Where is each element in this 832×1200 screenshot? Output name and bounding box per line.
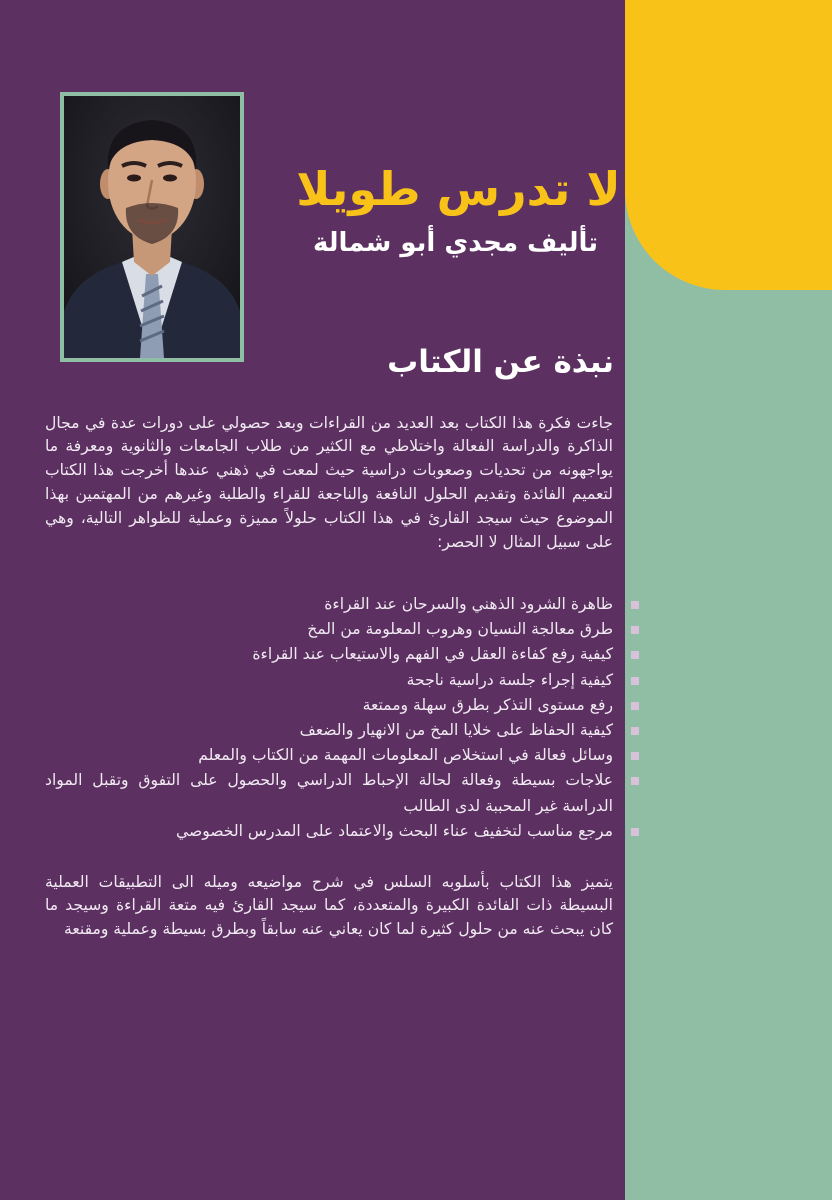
list-item-text: ظاهرة الشرود الذهني والسرحان عند القراءة bbox=[324, 595, 613, 613]
square-bullet-icon bbox=[631, 777, 639, 785]
list-item-text: مرجع مناسب لتخفيف عناء البحث والاعتماد على المدرس الخصوصي bbox=[175, 821, 613, 840]
list-item bbox=[45, 617, 643, 642]
list-item-text: كيفية الحفاظ على خلايا المخ من الانهيار والضعف bbox=[299, 721, 613, 740]
list-item bbox=[45, 718, 643, 743]
list-item bbox=[45, 668, 643, 693]
square-bullet-icon bbox=[631, 727, 639, 735]
list-item-text: كيفية رفع كفاءة العقل في الفهم والاستيعاب عند القراءة bbox=[252, 645, 613, 664]
section-heading: نبذة عن الكتاب bbox=[387, 344, 614, 380]
square-bullet-icon bbox=[631, 702, 639, 710]
list-item-text: كيفية إجراء جلسة دراسية ناجحة bbox=[406, 670, 613, 689]
list-item bbox=[45, 642, 643, 667]
topics-list bbox=[45, 592, 643, 844]
list-item-text: رفع مستوى التذكر بطرق سهلة وممتعة bbox=[362, 695, 613, 714]
book-title: كي لا تدرس طويلا bbox=[296, 162, 710, 216]
list-item bbox=[45, 592, 643, 617]
closing-paragraph: يتميز هذا الكتاب بأسلوبه السلس في شرح مواضيعه وميله الى التطبيقات العملية البسيطة ذات الفائدة الكبيرة والمتعددة، كما سيجد القارئ فيه متعة القراءة وسيجد ما كان يبحث عنه من حلول كثيرة لما كان يعاني عنه سابقاً وبطرق بسيطة وعملية ومقنعة bbox=[45, 872, 613, 939]
square-bullet-icon bbox=[631, 626, 639, 634]
list-item bbox=[45, 743, 643, 768]
square-bullet-icon bbox=[631, 752, 639, 760]
book-author: تأليف مجدي أبو شمالة bbox=[313, 228, 598, 258]
square-bullet-icon bbox=[631, 677, 639, 685]
list-item-text: طرق معالجة النسيان وهروب المعلومة من المخ bbox=[307, 620, 613, 639]
square-bullet-icon bbox=[631, 828, 639, 836]
yellow-corner-block bbox=[625, 0, 832, 290]
list-item-text: وسائل فعالة في استخلاص المعلومات المهمة من الكتاب والمعلم bbox=[198, 746, 613, 765]
list-item-text: علاجات بسيطة وفعالة لحالة الإحباط الدراسي والحصول على التفوق وتقبل المواد الدراسة غير المحببة لدى الطالب bbox=[45, 771, 613, 815]
list-item bbox=[45, 768, 643, 818]
intro-paragraph: جاءت فكرة هذا الكتاب بعد العديد من القراءات وبعد حصولي على دورات عدة في مجال الذاكرة والدراسة الفعالة واختلاطي مع الكثير من طلاب الجامعات والثانوية ومعرفة ما يواجهونه من تحديات وصعوبات دراسية حيث لمعت في ذهني عندها أخرجت هذا الكتاب لتعميم الفائدة وتقديم الحلول النافعة والناجعة للقراء والطلبة وغيرهم من المهتمين بهذا الموضوع حيث سيجد القارئ في هذا الكتاب حلولاً مميزة وعملية للظواهر التالية، وهي على سبيل المثال لا الحصر: bbox=[45, 413, 613, 551]
list-item bbox=[45, 819, 643, 844]
square-bullet-icon bbox=[631, 651, 639, 659]
author-portrait bbox=[60, 92, 244, 362]
square-bullet-icon bbox=[631, 601, 639, 609]
list-item bbox=[45, 693, 643, 718]
